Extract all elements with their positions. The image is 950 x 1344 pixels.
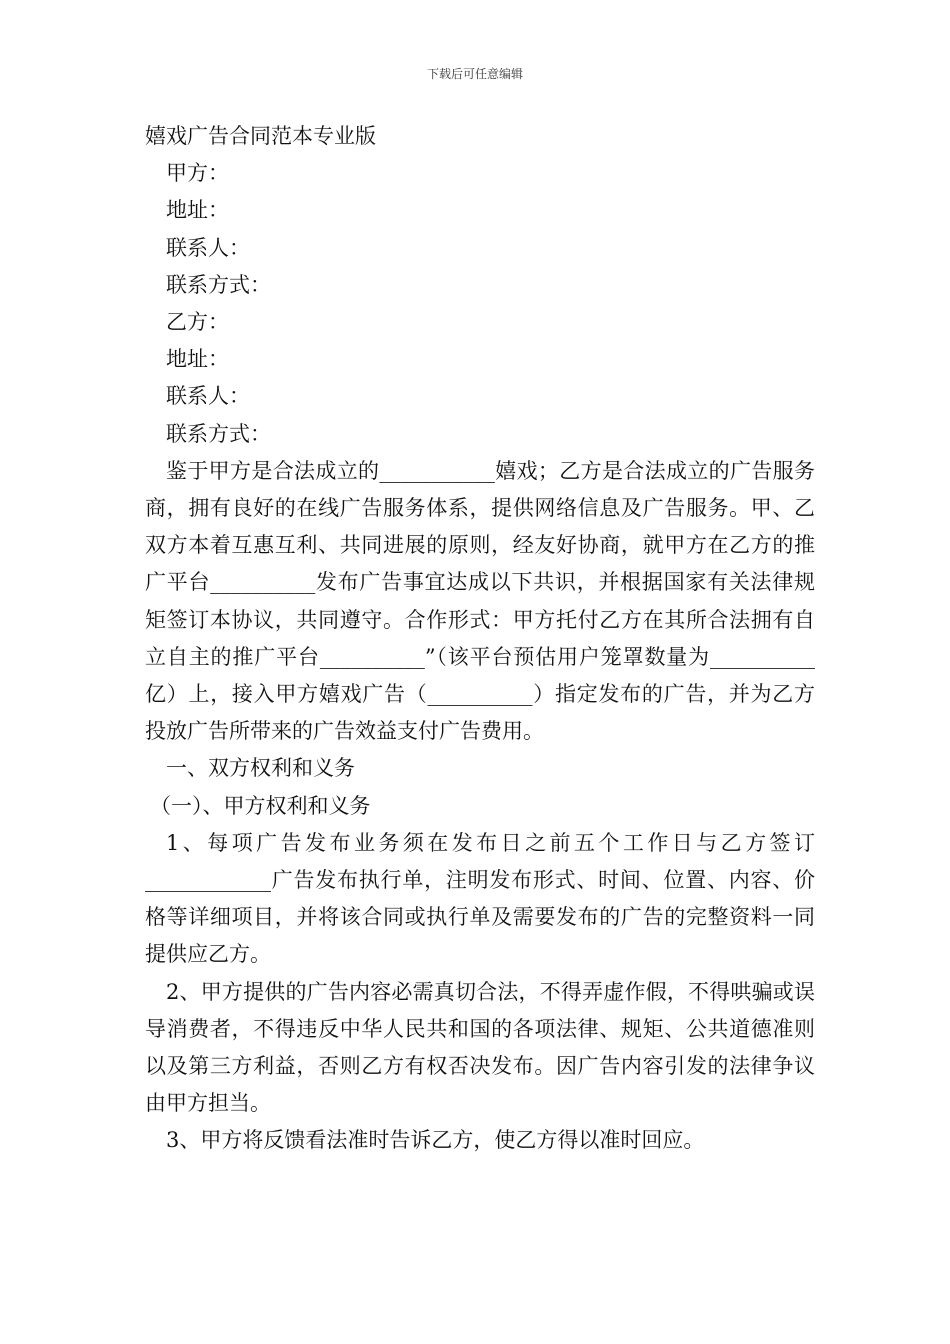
document-body: [145, 118, 815, 1160]
section-heading: 一、双方权利和义务: [166, 756, 355, 781]
party-b-contact-label: 联系人：: [166, 384, 250, 409]
clause-3: 3、甲方将反馈看法准时告诉乙方，使乙方得以准时回应。: [166, 1128, 705, 1153]
document-title: 嬉戏广告合同范本专业版: [145, 124, 376, 148]
party-b-label: 乙方：: [166, 310, 229, 335]
party-a-contact-method-label: 联系方式：: [166, 272, 271, 297]
party-b-contact-method-label: 联系方式：: [166, 421, 271, 446]
party-a-address-label: 地址：: [166, 198, 229, 223]
clause-2: 2、甲方提供的广告内容必需真切合法，不得弄虚作假，不得哄骗或误导消费者，不得违反中华人民共和国的各项法律、规矩、公共道德准则以及第三方利益，否则乙方有权否决发布。因广告内容引发的法律争议由甲方担当。: [145, 979, 815, 1116]
party-a-contact-label: 联系人：: [166, 235, 250, 260]
clause-1: 1、每项广告发布业务须在发布日之前五个工作日与乙方签订____________广告发布执行单，注明发布形式、时间、位置、内容、价格等详细项目，并将该合同或执行单及需要发布的广告的完整资料一同提供应乙方。: [145, 830, 815, 967]
intro-paragraph: 鉴于甲方是合法成立的___________嬉戏；乙方是合法成立的广告服务商，拥有良好的在线广告服务体系，提供网络信息及广告服务。甲、乙双方本着互惠互利、共同进展的原则，经友好协商，就甲方在乙方的推广平台__________发布广告事宜达成以下共识，并根据国家有关法律规矩签订本协议，共同遵守。合作形式：甲方托付乙方在其所合法拥有自立自主的推广平台__________”（该平台预估用户笼罩数量为__________亿）上，接入甲方嬉戏广告（__________）指定发布的广告，并为乙方投放广告所带来的广告效益支付广告费用。: [145, 458, 815, 744]
party-b-address-label: 地址：: [166, 347, 229, 372]
subsection-heading: （一）、甲方权利和义务: [150, 793, 371, 818]
party-a-label: 甲方：: [166, 161, 229, 186]
page-header: 下载后可任意编辑: [426, 67, 523, 81]
